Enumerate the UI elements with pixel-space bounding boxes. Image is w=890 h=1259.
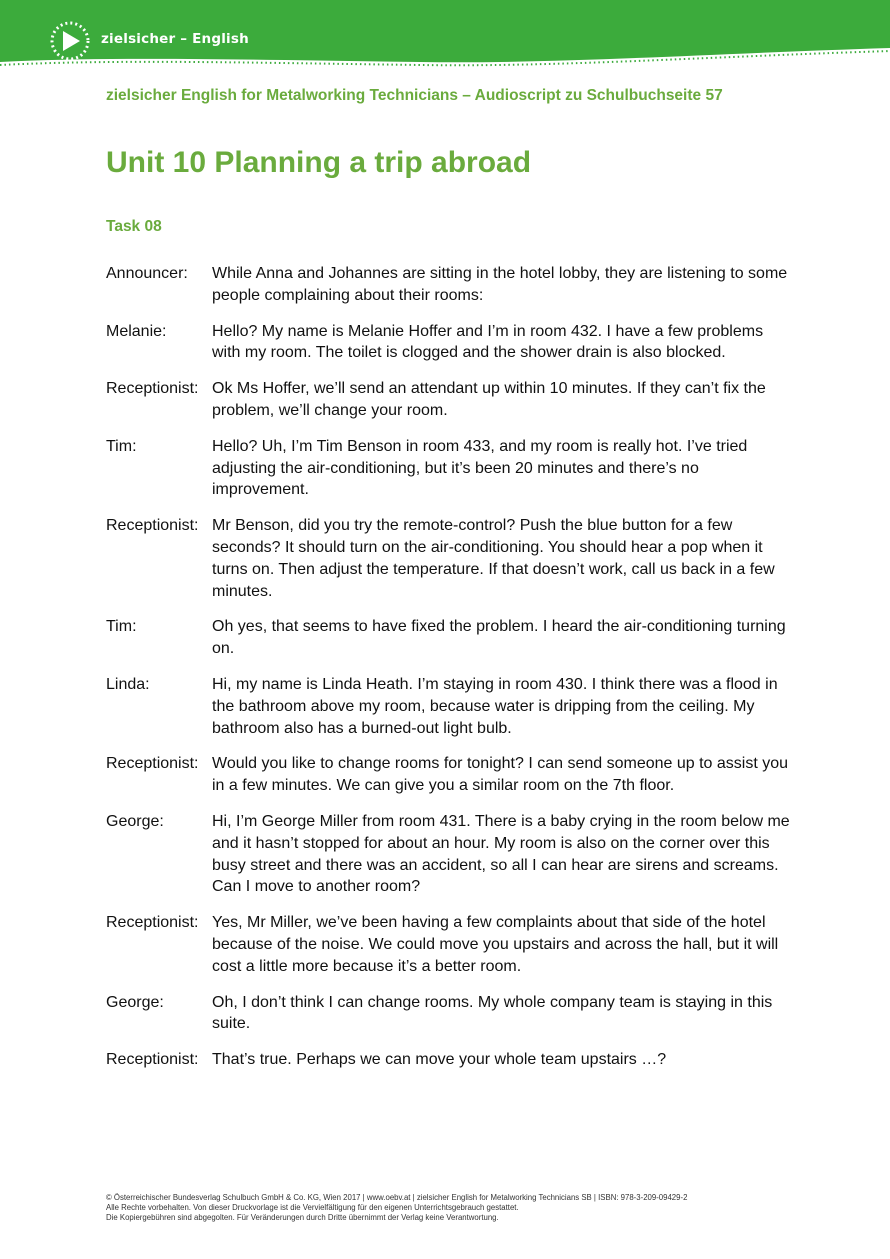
speech-text: Hi, my name is Linda Heath. I’m staying in room 430. I think there was a flood in the bathroom above my room, because water is dripping from the ceiling. My bathroom also has a burned-out light bulb.	[212, 675, 778, 737]
speaker-label: Announcer:	[106, 265, 188, 282]
speech-text: Ok Ms Hoffer, we’ll send an attendant up within 10 minutes. If they can’t fix the problem, we’ll change your room.	[212, 380, 766, 419]
brand-name: zielsicher – English	[101, 31, 249, 47]
copyright-footer	[106, 1193, 796, 1224]
dialogue-row	[106, 515, 791, 602]
dialogue-row	[106, 811, 791, 898]
dialogue-row	[106, 912, 791, 977]
dialogue-row	[106, 616, 791, 660]
speaker-label: George:	[106, 993, 164, 1011]
speaker-label: Receptionist:	[106, 914, 199, 932]
dialogue-row	[106, 1049, 791, 1071]
speech-text: Oh yes, that seems to have fixed the problem. I heard the air-conditioning turning on.	[212, 618, 786, 658]
speaker-label: Linda:	[106, 675, 150, 693]
footer-line: © Österreichischer Bundesverlag Schulbuch GmbH & Co. KG, Wien 2017 | www.oebv.at | zielsicher English for Metalworking Technicians SB | ISBN: 978-3-209-09429-2	[106, 1193, 688, 1202]
page-subtitle: zielsicher English for Metalworking Technicians – Audioscript zu Schulbuchseite 57	[106, 87, 723, 104]
dialogue-row	[106, 674, 791, 739]
footer-line: Alle Rechte vorbehalten. Von dieser Druckvorlage ist die Vervielfältigung für den eigenen Unterrichtsgebrauch gestattet.	[106, 1203, 519, 1213]
speaker-label: Receptionist:	[106, 380, 199, 398]
speech-text: Yes, Mr Miller, we’ve been having a few complaints about that side of the hotel because of the noise. We could move you upstairs and across the hall, but it will cost a little more because it’s a better room.	[212, 914, 779, 975]
speech-text: While Anna and Johannes are sitting in the hotel lobby, they are listening to some people complaining about their rooms:	[212, 265, 788, 304]
speaker-label: Tim:	[106, 618, 137, 636]
dialogue-row	[106, 321, 791, 365]
footer-line: Die Kopiergebühren sind abgegolten. Für Veränderungen durch Dritte übernimmt der Verlag keine Verantwortung.	[106, 1213, 499, 1223]
dialogue-row	[106, 436, 791, 501]
speaker-label: Receptionist:	[106, 1051, 199, 1069]
dialogue-row	[106, 992, 791, 1036]
dialogue-row	[106, 753, 791, 797]
page-title: Unit 10 Planning a trip abroad	[106, 146, 532, 179]
speech-text: Mr Benson, did you try the remote-control? Push the blue button for a few seconds? It should turn on the air-conditioning. You should hear a pop when it turns on. Then adjust the temperature. If that doesn’t work, call us back in a few minutes.	[212, 517, 775, 600]
speaker-label: George:	[106, 812, 164, 830]
speech-text: Would you like to change rooms for tonight? I can send someone up to assist you in a few minutes. We can give you a similar room on the 7th floor.	[212, 755, 789, 795]
speaker-label: Melanie:	[106, 322, 167, 340]
dialogue-row	[106, 263, 791, 307]
task-label: Task 08	[106, 218, 162, 235]
speaker-label: Receptionist:	[106, 755, 199, 773]
dialogue-row	[106, 378, 791, 422]
speech-text: Hi, I’m George Miller from room 431. There is a baby crying in the room below me and it hasn’t stopped for about an hour. My room is also on the corner over this busy street and there was an accident, so all I can hear are sirens and screams. Can I move to another room?	[212, 812, 790, 896]
speech-text: That’s true. Perhaps we can move your whole team upstairs …?	[212, 1051, 667, 1069]
speaker-label: Tim:	[106, 437, 137, 455]
speech-text: Oh, I don’t think I can change rooms. My whole company team is staying in this suite.	[212, 993, 773, 1033]
dialogue	[106, 263, 791, 1085]
speaker-label: Receptionist:	[106, 517, 199, 535]
speech-text: Hello? Uh, I’m Tim Benson in room 433, and my room is really hot. I’ve tried adjusting the air-conditioning, but it’s been 20 minutes and there’s no improvement.	[212, 437, 748, 499]
speech-text: Hello? My name is Melanie Hoffer and I’m in room 432. I have a few problems with my room. The toilet is clogged and the shower drain is also blocked.	[212, 322, 764, 362]
